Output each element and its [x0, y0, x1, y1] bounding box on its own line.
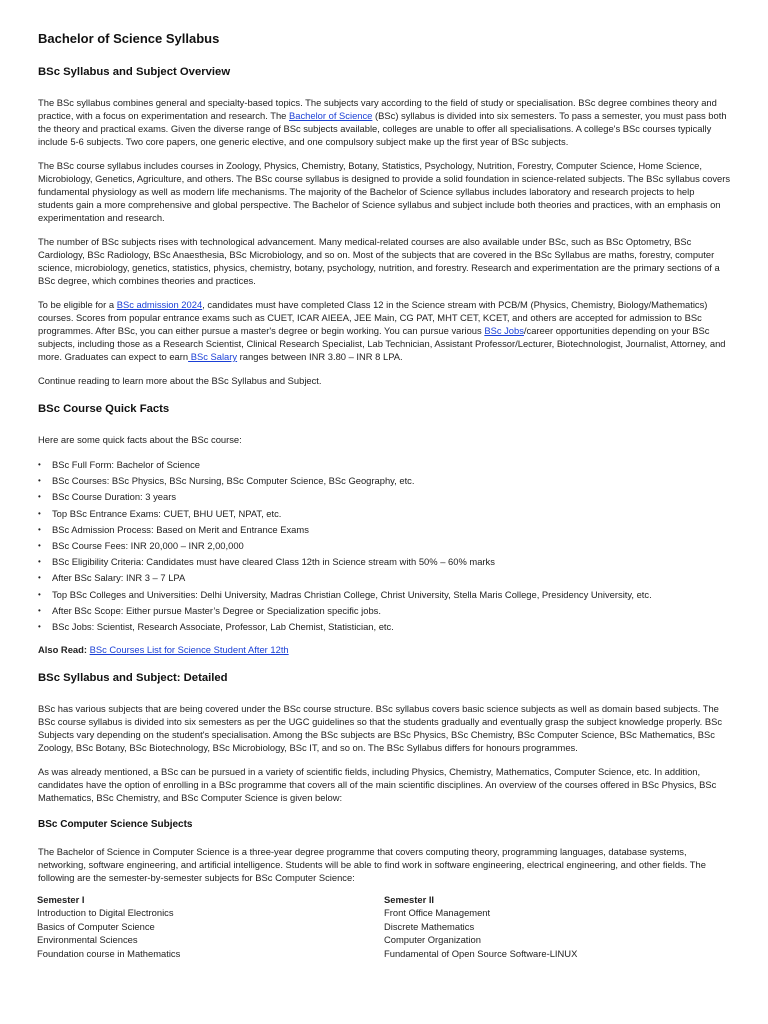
cs-heading: BSc Computer Science Subjects — [38, 818, 193, 830]
list-item: • After BSc Scope: Either pursue Master’s Degree or Specialization specific jobs. — [37, 604, 731, 617]
semester-2-subject: Discrete Mathematics — [384, 920, 475, 932]
semester-1-subject: Basics of Computer Science — [37, 920, 155, 932]
detailed-paragraph-1: BSc has various subjects that are being covered under the BSc course structure. BSc syllabus covers basic science subjects as well as domain based subjects. The BSc course syllabus is divided into six semesters as per the UGC guidelines so that the students gradually and eventually grasp the subject knowledge properly. BSc Subjects vary depending on the student's specialisation. Among the BSc subjects are BSc Physics, BSc Chemistry, BSc Computer Science, BSc Mathematics, BSc Zoology, BSc Botany, BSc Biotechnology, BSc Microbiology, BSc IT, and so on. The BSc Syllabus differs for honours programmes. — [38, 702, 723, 753]
list-item: • BSc Jobs: Scientist, Research Associate, Professor, Lab Chemist, Statistician, etc. — [37, 620, 731, 633]
semester-1-subject: Foundation course in Mathematics — [37, 947, 181, 959]
list-item: • Top BSc Entrance Exams: CUET, BHU UET, NPAT, etc. — [37, 507, 731, 520]
semester-1-column — [37, 893, 384, 961]
overview-paragraph-2: The BSc course syllabus includes courses in Zoology, Physics, Chemistry, Botany, Statistics, Psychology, Nutrition, Forestry, Computer Science, Home Science, Microbiology, Genetics, Agriculture, and others. The BSc course syllabus is designed to provide a solid foundation in science-related subjects. The BSc syllabus covers fundamental physiology as well as modern life mechanisms. The majority of the Bachelor of Science syllabus includes laboratory and research projects to help students gain a more comprehensive and global perspective. The Bachelor of Science syllabus and subject include both theories and practices, with an emphasis on experimentation and research. — [38, 160, 731, 223]
text-segment: /career opportunities depending on your BSc subjects, including those as a Research Scientist, Clinical Research Specialist, Lab Technician, Assistant Professor/Lecturer, Biotechnologist, Journalist, Attorney, and more. Graduates can expect to earn — [38, 325, 726, 362]
semester-1-subject: Environmental Sciences — [37, 934, 138, 946]
semester-2-column — [384, 893, 731, 961]
semester-1-subject: Introduction to Digital Electronics — [37, 907, 174, 919]
detailed-paragraph-2: As was already mentioned, a BSc can be pursued in a variety of scientific fields, including Physics, Chemistry, Mathematics, Computer Science, etc. In addition, candidates have the option of enrolling in a BSc programme that covers all of the main scientific disciplines. An overview of the courses offered in BSc Physics, BSc Mathematics, BSc Chemistry, and BSc Computer Science is given below: — [38, 765, 717, 803]
text-segment: ranges between INR 3.80 – INR 8 LPA. — [237, 351, 403, 362]
text-segment: , candidates must have completed Class 12 in the Science stream with PCB/M (Physics, Chemistry, Biology/Mathematics) courses. Scores from popular entrance exams such as CUET, ICAR AIEEA, JEE Main, CG PAT, MHT CET, KCET, and others are accepted for admission to BSc programmes. After BSc, you can either pursue a master's degree or begin working. You can pursue various — [38, 299, 708, 336]
bsc-jobs-link[interactable]: BSc Jobs — [484, 325, 524, 336]
bsc-salary-link[interactable]: BSc Salary — [188, 351, 238, 362]
list-item: • BSc Course Duration: 3 years — [37, 490, 731, 503]
list-item: • BSc Courses: BSc Physics, BSc Nursing, BSc Computer Science, BSc Geography, etc. — [37, 474, 731, 487]
quick-facts-intro: Here are some quick facts about the BSc course: — [38, 434, 242, 445]
list-item: • BSc Course Fees: INR 20,000 – INR 2,00,000 — [37, 539, 731, 552]
quick-facts-heading: BSc Course Quick Facts — [38, 403, 170, 415]
list-item: • Top BSc Colleges and Universities: Delhi University, Madras Christian College, Christ University, Stella Maris College, Presidency University, etc. — [37, 588, 731, 601]
also-read-label: Also Read: — [38, 643, 90, 655]
text-segment: The BSc syllabus combines general and specialty-based topics. The subjects vary according to the field of study or specialisation. BSc degree combines theory and practice, with a focus on experimentation and research. The — [38, 97, 717, 121]
bachelor-of-science-link[interactable]: Bachelor of Science — [289, 110, 373, 121]
text-segment: (BSc) syllabus is divided into six semesters. To pass a semester, you must pass both the theory and practical exams. Given the diverse range of BSc subjects available, colleges are unable to offer all specialisations. A college's BSc courses typically include 5-6 subjects. Two core papers, one generic elective, and one compulsory subject make up the first year of BSc subjects. — [38, 110, 727, 147]
overview-paragraph-3: The number of BSc subjects rises with technological advancement. Many medical-related courses are also available under BSc, such as BSc Optometry, BSc Cardiology, BSc Radiology, BSc Anaesthesia, BSc Microbiology, and so on. Most of the subjects that are covered in the BSc Syllabus are maths, forestry, computer science, microbiology, genetics, statistics, physics, chemistry, botany, psychology, nutrition, and forestry. Research and experimentation are the primary sections of a BSc degree, which combines theories and practices. — [38, 236, 720, 286]
list-item: • BSc Full Form: Bachelor of Science — [37, 458, 731, 471]
bsc-admission-link[interactable]: BSc admission 2024 — [116, 299, 203, 310]
also-read-link[interactable]: BSc Courses List for Science Student After 12th — [89, 643, 289, 655]
also-read — [38, 643, 731, 656]
list-item: • BSc Eligibility Criteria: Candidates must have cleared Class 12th in Science stream with 50% – 60% marks — [37, 555, 731, 568]
semester-2-subject: Fundamental of Open Source Software-LINUX — [384, 947, 578, 959]
list-item: • BSc Admission Process: Based on Merit and Entrance Exams — [37, 523, 731, 536]
semester-2-subject: Front Office Management — [384, 907, 491, 919]
text-segment: To be eligible for a — [38, 299, 117, 310]
quick-facts-list — [37, 458, 731, 633]
cs-paragraph: The Bachelor of Science in Computer Science is a three-year degree programme that covers computing theory, programming languages, database systems, networking, software engineering, and artificial intelligence. Students will be able to find work in software engineering, electrical engineering, and other fields. The following are the semester-by-semester subjects for BSc Computer Science: — [38, 845, 706, 883]
overview-paragraph-4 — [38, 298, 731, 363]
overview-paragraph-5: Continue reading to learn more about the BSc Syllabus and Subject. — [38, 375, 322, 386]
semester-table — [37, 893, 731, 961]
semester-1-label: Semester I — [37, 893, 85, 905]
overview-paragraph-1 — [38, 96, 731, 148]
detailed-heading: BSc Syllabus and Subject: Detailed — [38, 671, 228, 684]
list-item: • After BSc Salary: INR 3 – 7 LPA — [37, 571, 731, 584]
semester-2-subject: Computer Organization — [384, 934, 481, 946]
semester-2-label: Semester II — [384, 893, 435, 905]
overview-heading: BSc Syllabus and Subject Overview — [38, 66, 231, 78]
page-title: Bachelor of Science Syllabus — [38, 31, 220, 46]
